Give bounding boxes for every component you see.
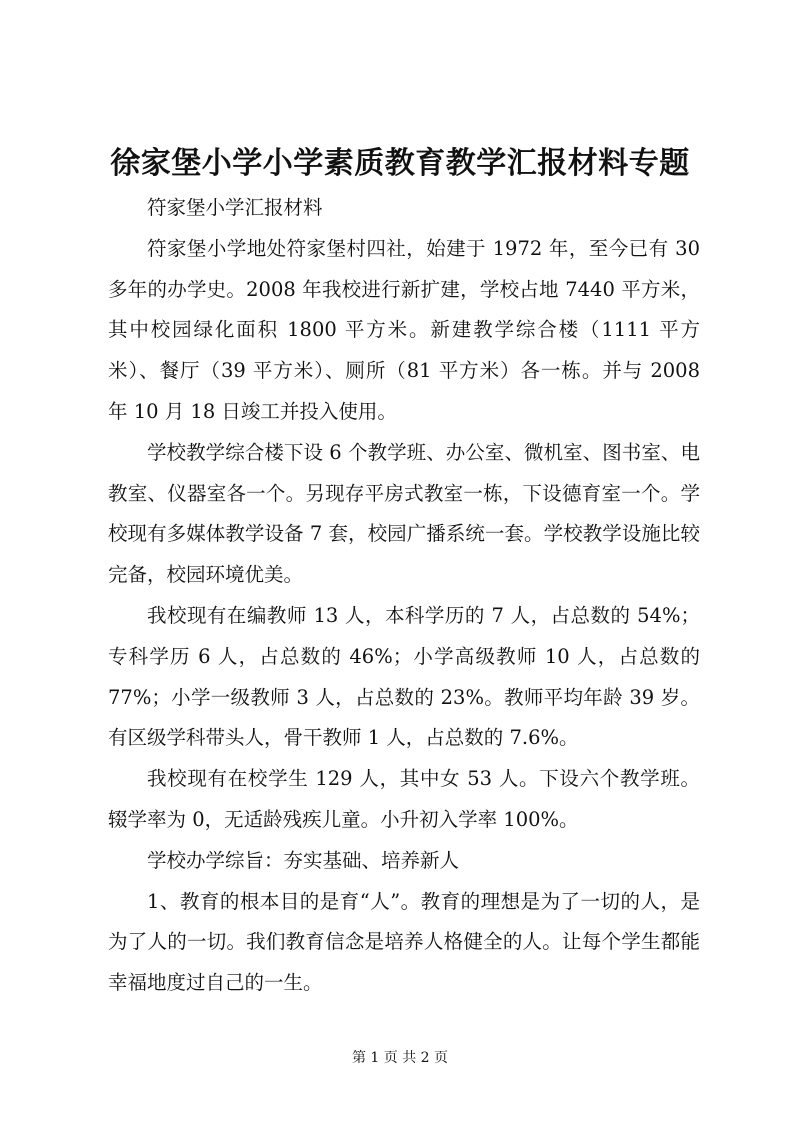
paragraph-heading: 符家堡小学汇报材料 [147,196,323,219]
paragraph-teachers: 我校现有在编教师 13 人，本科学历的 7 人，占总数的 54%；专科学历 6 人，占总数的 46%；小学高级教师 10 人，占总数的 77%；小学一级教师 3 人，占总数的 23%。教师平均年龄 39 岁。有区级学科带头人，骨干教师 1 人，占总数的 7.6%。 [108,603,700,750]
paragraph-students: 我校现有在校学生 129 人，其中女 53 人。下设六个教学班。辍学率为 0，无适龄残疾儿童。小升初入学率 100%。 [108,767,700,831]
paragraph-school-motto: 学校办学综旨：夯实基础、培养新人 [147,848,460,872]
document-title: 徐家堡小学小学素质教育教学汇报材料专题 [110,146,690,181]
paragraph-school-overview: 符家堡小学地处符家堡村四社，始建于 1972 年，至今已有 30 多年的办学史。2008 年我校进行新扩建，学校占地 7440 平方米，其中校园绿化面积 1800 平方米。新建教学综合楼（1111 平方米）、餐厅（39 平方米）、厕所（81 平方米）各一栋。并与 2008 年 10 月 18 日竣工并投入使用。 [108,236,700,423]
document-body [108,188,700,1004]
paragraph-facilities: 学校教学综合楼下设 6 个教学班、办公室、微机室、图书室、电教室、仪器室各一个。另现存平房式教室一栋，下设德育室一个。学校现有多媒体教学设备 7 套，校园广播系统一套。学校教学设施比较完备，校园环境优美。 [108,440,700,587]
paragraph-education-goal: 1、教育的根本目的是育“人”。教育的理想是为了一切的人，是为了人的一切。我们教育信念是培养人格健全的人。让每个学生都能幸福地度过自己的一生。 [108,889,700,995]
page-number-footer: 第 1 页 共 2 页 [351,1050,449,1066]
